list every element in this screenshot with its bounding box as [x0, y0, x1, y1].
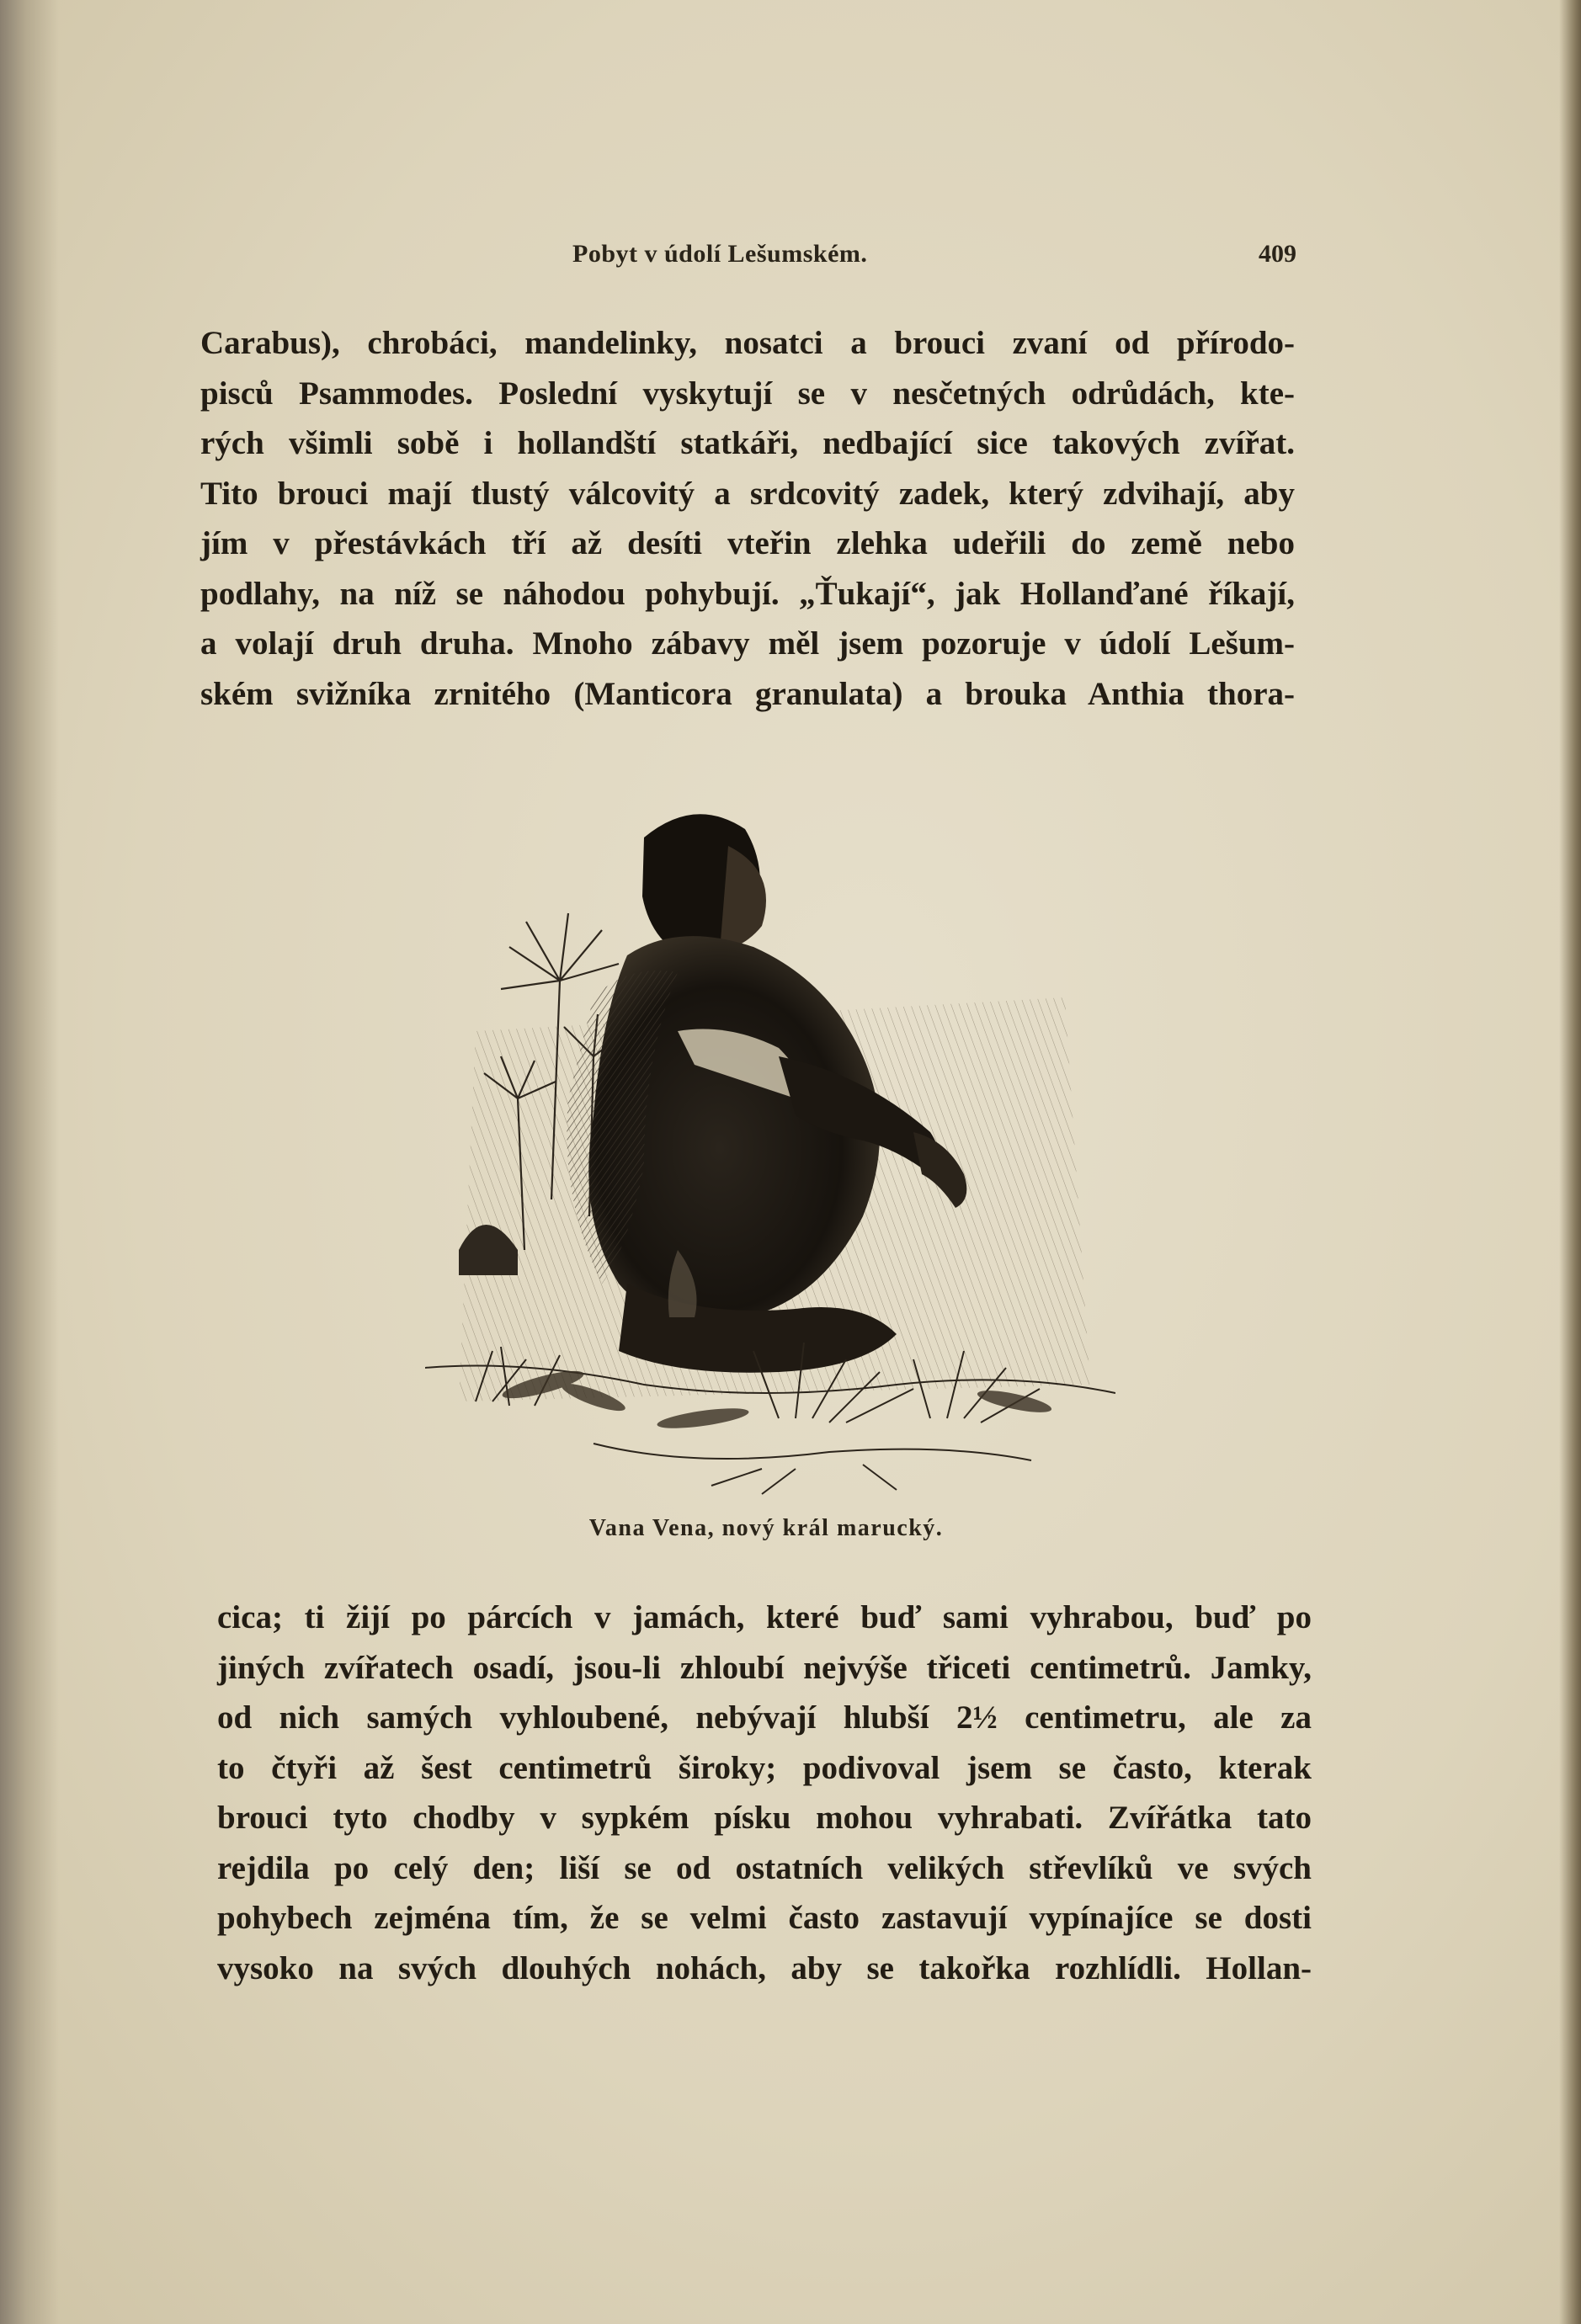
text-line: pisců Psammodes. Poslední vyskytují se v nesčetných odrůdách, kte-: [200, 375, 1295, 412]
text-line: jiných zvířatech osadí, jsou-li zhloubí nejvýše třiceti centimetrů. Jamky,: [217, 1649, 1312, 1686]
page-gutter: [0, 0, 59, 2324]
text-line: ském svižníka zrnitého (Manticora granulata) a brouka Anthia thora-: [200, 675, 1295, 712]
paragraph-bottom: [217, 1593, 1312, 1993]
page-edge: [1559, 0, 1581, 2324]
text-line: a volají druh druha. Mnoho zábavy měl jsem pozoruje v údolí Lešum-: [200, 625, 1295, 662]
text-line: rých všimli sobě i hollandští statkáři, nedbající sice takových zvířat.: [200, 425, 1295, 461]
text-line: od nich samých vyhloubené, nebývají hlubší 2½ centimetru, ale za: [217, 1699, 1312, 1736]
page-header: [202, 240, 1296, 274]
engraving-illustration: [425, 779, 1115, 1511]
page-number: 409: [1259, 240, 1296, 268]
text-line: to čtyři až šest centimetrů široky; podivoval jsem se často, kterak: [217, 1749, 1312, 1786]
text-line: Carabus), chrobáci, mandelinky, nosatci a brouci zvaní od přírodo-: [200, 325, 1295, 361]
text-line: Tito brouci mají tlustý válcovitý a srdcovitý zadek, který zdvihají, aby: [200, 475, 1295, 512]
figure-caption: Vana Vena, nový král marucký.: [588, 1515, 944, 1541]
text-line: jím v přestávkách tří až desíti vteřin zlehka udeřili do země nebo: [200, 525, 1295, 561]
text-line: podlahy, na níž se náhodou pohybují. „Ťukají“, jak Hollanďané říkají,: [200, 575, 1295, 612]
text-line: pohybech zejména tím, že se velmi často zastavují vypínajíce se dosti: [217, 1900, 1312, 1936]
text-line: rejdila po celý den; liší se od ostatních velikých střevlíků ve svých: [217, 1849, 1312, 1886]
text-line: vysoko na svých dlouhých nohách, aby se takořka rozhlídli. Hollan-: [217, 1949, 1312, 1986]
paragraph-top: [200, 318, 1295, 719]
text-line: brouci tyto chodby v sypkém písku mohou vyhrabati. Zvířátka tato: [217, 1800, 1312, 1836]
running-head: Pobyt v údolí Lešumském.: [572, 240, 868, 268]
text-line: cica; ti žijí po párcích v jamách, které buď sami vyhrabou, buď po: [217, 1599, 1312, 1635]
